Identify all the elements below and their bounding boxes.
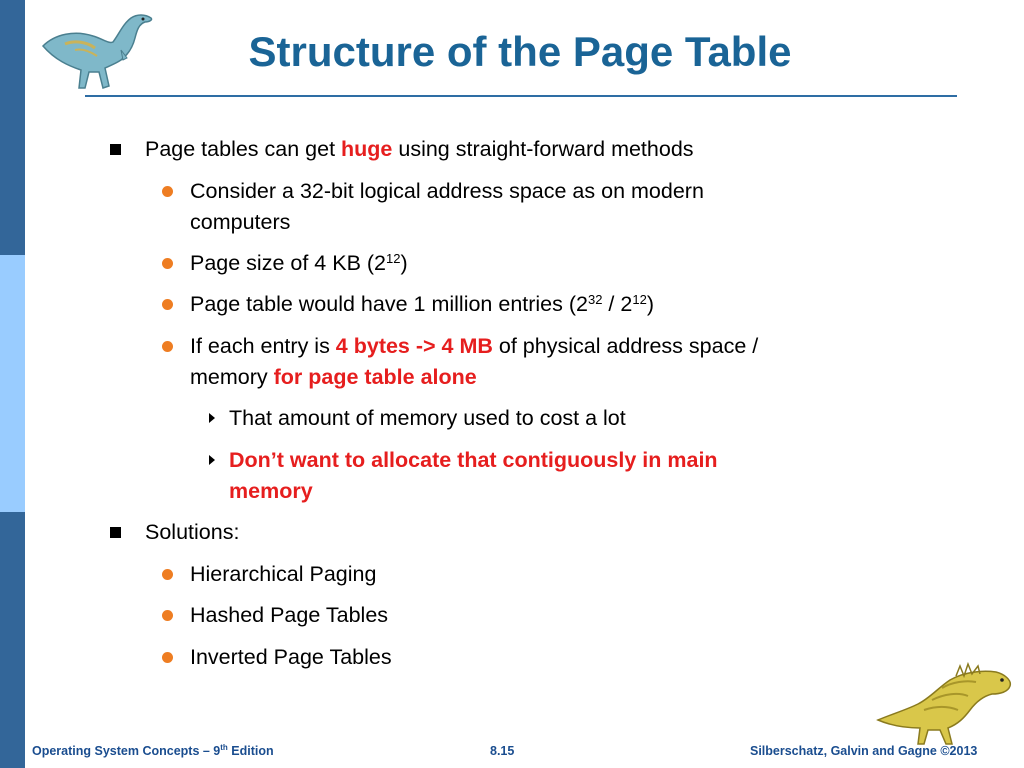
exponent: 12 [632,292,647,307]
bullet-text: ) [400,251,408,275]
square-bullet-icon [110,144,121,155]
bullet-text: Don’t want to allocate that contiguously in main [229,448,718,472]
bullet-hashed-page-tables [190,600,890,631]
bullet-text: Page tables can get [145,137,342,161]
bullet-text: If each entry is [190,334,336,358]
round-bullet-icon [162,299,173,310]
emphasis-4mb: 4 bytes -> 4 MB [335,334,493,358]
bullet-text: Consider a 32-bit logical address space as on modern [190,179,704,203]
bullet-text: / 2 [602,292,633,316]
bullet-dont-allocate-contiguously [229,445,849,507]
round-bullet-icon [162,610,173,621]
bullet-32bit-address-space [190,176,890,238]
dinosaur-logo-icon [872,658,1017,748]
bullet-text: ) [646,292,654,316]
slide-title: Structure of the Page Table [248,28,792,75]
round-bullet-icon [162,341,173,352]
bullet-page-tables-huge [145,134,694,165]
footer-page-number: 8.15 [490,744,515,758]
bullet-text: Hashed Page Tables [190,603,389,627]
bullet-hierarchical-paging [190,559,890,590]
round-bullet-icon [162,652,173,663]
bullet-page-size [190,248,890,279]
bullet-text: memory [229,479,313,503]
bullet-text: Page size of 4 KB (2 [190,251,386,275]
bullet-memory-cost [229,403,849,434]
triangle-bullet-icon [209,413,215,423]
exponent: 32 [587,292,603,307]
footer-authors: Silberschatz, Galvin and Gagne ©2013 [750,744,978,758]
bullet-text: using straight-forward methods [392,137,694,161]
bullet-text: memory [190,365,274,389]
round-bullet-icon [162,258,173,269]
bullet-text: Page table would have 1 million entries (2 [190,292,588,316]
round-bullet-icon [162,569,173,580]
bullet-inverted-page-tables [190,642,890,673]
bullet-text: Solutions: [145,520,240,544]
bullet-text: That amount of memory used to cost a lot [229,406,626,430]
emphasis-huge: huge [341,137,393,161]
bullet-solutions [145,517,239,548]
footer-text: Operating System Concepts – 9 [32,744,221,758]
footer-sup: th [220,743,228,752]
footer-text: Edition [227,744,274,758]
bullet-each-entry [190,331,890,393]
exponent: 12 [386,251,401,266]
bullet-text: Hierarchical Paging [190,562,377,586]
square-bullet-icon [110,527,121,538]
bullet-text: computers [190,210,291,234]
emphasis-page-table-alone: for page table alone [273,365,477,389]
triangle-bullet-icon [209,455,215,465]
footer-book-title [32,744,274,758]
bullet-million-entries [190,289,890,320]
round-bullet-icon [162,186,173,197]
bullet-text: Inverted Page Tables [190,645,392,669]
bullet-text: of physical address space / [492,334,759,358]
